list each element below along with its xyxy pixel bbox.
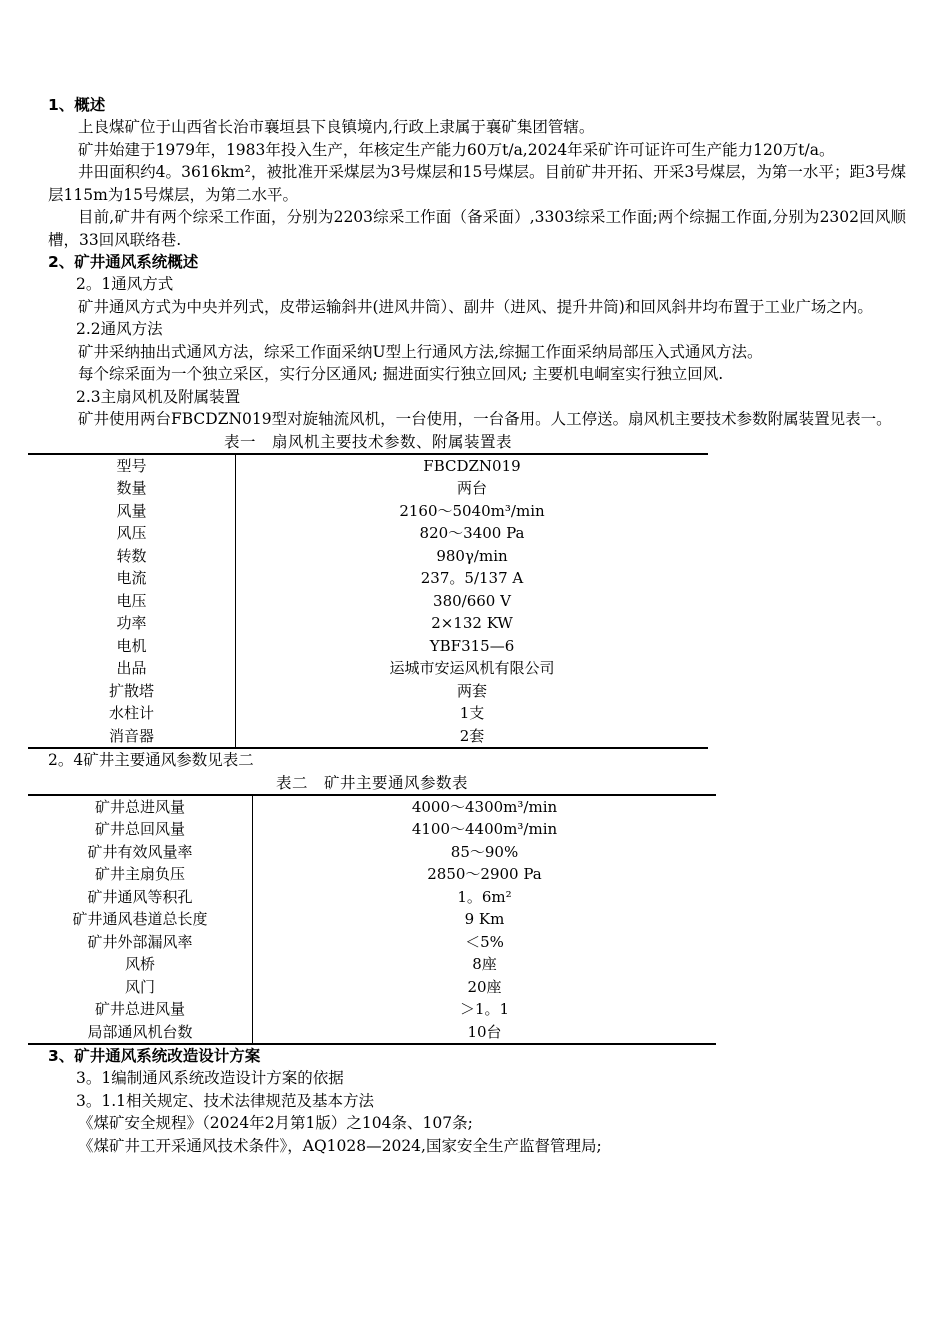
param-name-cell: 矿井通风等积孔 bbox=[28, 886, 253, 909]
table-row bbox=[28, 863, 716, 886]
param-value-cell: 1。6m² bbox=[457, 887, 512, 906]
table-row bbox=[28, 908, 716, 931]
table-row bbox=[28, 477, 708, 500]
param-value-cell: 380/660 V bbox=[433, 591, 511, 610]
param-value-cell: 2套 bbox=[236, 725, 709, 749]
table-row bbox=[28, 702, 708, 725]
param-name-cell: 扩散塔 bbox=[28, 680, 236, 703]
paragraph: 目前,矿井有两个综采工作面，分别为2203综采工作面（备采面）,3303综采工作面;两个综掘工作面,分别为2302回风顺槽，33回风联络巷. bbox=[48, 208, 906, 249]
paragraph: 《煤矿安全规程》（2024年2月第1版）之104条、107条; bbox=[78, 1114, 473, 1132]
table-row bbox=[28, 998, 716, 1021]
subsection-heading: 3。1.1相关规定、技术法律规范及基本方法 bbox=[76, 1091, 375, 1110]
param-value-cell: 10台 bbox=[253, 1021, 717, 1045]
param-value-cell: 820～3400 Pa bbox=[419, 524, 525, 542]
section-2-heading: 2、矿井通风系统概述 bbox=[48, 253, 199, 271]
table-row bbox=[28, 567, 708, 590]
param-value-cell: 9 Km bbox=[464, 910, 505, 928]
param-value-cell: 两台 bbox=[456, 479, 487, 497]
subsection-heading: 2。4矿井主要通风参数见表二 bbox=[48, 751, 254, 769]
param-name-cell: 风量 bbox=[28, 500, 236, 523]
paragraph: 上良煤矿位于山西省长治市襄垣县下良镇境内,行政上隶属于襄矿集团管辖。 bbox=[78, 118, 595, 136]
subsection-heading: 2.3主扇风机及附属装置 bbox=[76, 387, 241, 406]
param-name-cell: 矿井有效风量率 bbox=[28, 841, 253, 864]
table-row bbox=[28, 931, 716, 954]
param-value-cell: 2×132 KW bbox=[431, 614, 513, 632]
table-row bbox=[28, 522, 708, 545]
param-value-cell: 运城市安运风机有限公司 bbox=[389, 659, 555, 677]
param-value-cell: 4000～4300m³/min bbox=[253, 795, 717, 819]
param-name-cell: 电流 bbox=[28, 567, 236, 590]
param-name-cell: 局部通风机台数 bbox=[28, 1021, 253, 1045]
fan-parameters-table bbox=[28, 453, 708, 750]
section-1-heading: 1、概述 bbox=[48, 96, 106, 114]
table-row bbox=[28, 953, 716, 976]
param-name-cell: 矿井总进风量 bbox=[28, 998, 253, 1021]
param-value-cell: 8座 bbox=[472, 955, 497, 973]
param-name-cell: 矿井外部漏风率 bbox=[28, 931, 253, 954]
paragraph: 矿井采纳抽出式通风方法，综采工作面采纳U型上行通风方法,综掘工作面采纳局部压入式通风方法。 bbox=[78, 342, 763, 361]
table-row bbox=[28, 818, 716, 841]
param-name-cell: 消音器 bbox=[28, 725, 236, 749]
table-row bbox=[28, 454, 708, 478]
table-row bbox=[28, 795, 716, 819]
table-row bbox=[28, 680, 708, 703]
param-value-cell: 1支 bbox=[459, 704, 485, 722]
param-value-cell: 2160～5040m³/min bbox=[399, 501, 545, 520]
subsection-heading: 2.2通风方法 bbox=[76, 320, 163, 338]
table-row bbox=[28, 1021, 716, 1045]
table-row bbox=[28, 545, 708, 568]
paragraph: 矿井通风方式为中央并列式，皮带运输斜井(进风井筒）、副井（进风、提升井筒)和回风斜井均布置于工业广场之内。 bbox=[78, 297, 873, 316]
param-value-cell: FBCDZN019 bbox=[236, 454, 709, 478]
paragraph: 《煤矿井工开采通风技术条件》，AQ1028—2024,国家安全生产监督管理局; bbox=[78, 1136, 602, 1155]
table-row bbox=[28, 725, 708, 749]
table-row bbox=[28, 612, 708, 635]
table-row bbox=[28, 657, 708, 680]
param-name-cell: 出品 bbox=[28, 657, 236, 680]
ventilation-parameters-table bbox=[28, 794, 716, 1046]
param-value-cell: 237。5/137 A bbox=[420, 569, 524, 587]
param-name-cell: 型号 bbox=[28, 454, 236, 478]
param-value-cell: ＜5% bbox=[465, 932, 504, 951]
subsection-heading: 2。1通风方式 bbox=[76, 275, 174, 293]
paragraph: 每个综采面为一个独立采区，实行分区通风; 掘进面实行独立回风; 主要机电峒室实行独立回风. bbox=[78, 365, 724, 383]
param-name-cell: 风门 bbox=[28, 976, 253, 999]
paragraph: 矿井始建于1979年，1983年投入生产，年核定生产能力60万t/a,2024年采矿许可证许可生产能力120万t/a。 bbox=[78, 140, 835, 159]
table-row bbox=[28, 841, 716, 864]
param-name-cell: 矿井总进风量 bbox=[28, 795, 253, 819]
table-2-caption: 表二 矿井主要通风参数表 bbox=[275, 773, 468, 792]
table-row bbox=[28, 500, 708, 523]
param-name-cell: 风压 bbox=[28, 522, 236, 545]
table-row bbox=[28, 590, 708, 613]
param-name-cell: 功率 bbox=[28, 612, 236, 635]
param-value-cell: 4100～4400m³/min bbox=[411, 820, 558, 838]
param-name-cell: 电压 bbox=[28, 590, 236, 613]
param-value-cell: ＞1。1 bbox=[459, 1000, 510, 1018]
param-name-cell: 水柱计 bbox=[28, 702, 236, 725]
param-value-cell: 两套 bbox=[456, 681, 487, 700]
document-page bbox=[48, 94, 906, 1157]
param-name-cell: 风桥 bbox=[28, 953, 253, 976]
param-name-cell: 电机 bbox=[28, 635, 236, 658]
table-1-caption: 表一 扇风机主要技术参数、附属装置表 bbox=[223, 432, 512, 451]
param-name-cell: 转数 bbox=[28, 545, 236, 568]
paragraph: 井田面积约4。3616km²，被批准开采煤层为3号煤层和15号煤层。目前矿井开拓、开采3号煤层，为第一水平；距3号煤层115m为15号煤层，为第二水平。 bbox=[48, 163, 906, 204]
param-value-cell: 980γ/min bbox=[436, 546, 508, 565]
subsection-heading: 3。1编制通风系统改造设计方案的依据 bbox=[76, 1069, 344, 1087]
paragraph: 矿井使用两台FBCDZN019型对旋轴流风机，一台使用，一台备用。人工停送。扇风机主要技术参数附属装置见表一。 bbox=[78, 410, 892, 428]
table-row bbox=[28, 976, 716, 999]
section-3-heading: 3、矿井通风系统改造设计方案 bbox=[48, 1047, 261, 1065]
table-row bbox=[28, 635, 708, 658]
param-name-cell: 矿井总回风量 bbox=[28, 818, 253, 841]
param-value-cell: 85～90% bbox=[450, 842, 519, 861]
param-value-cell: 20座 bbox=[467, 977, 502, 996]
param-name-cell: 矿井通风巷道总长度 bbox=[28, 908, 253, 931]
param-value-cell: YBF315—6 bbox=[429, 636, 515, 655]
table-row bbox=[28, 886, 716, 909]
param-value-cell: 2850～2900 Pa bbox=[427, 865, 542, 883]
param-name-cell: 矿井主扇负压 bbox=[28, 863, 253, 886]
param-name-cell: 数量 bbox=[28, 477, 236, 500]
